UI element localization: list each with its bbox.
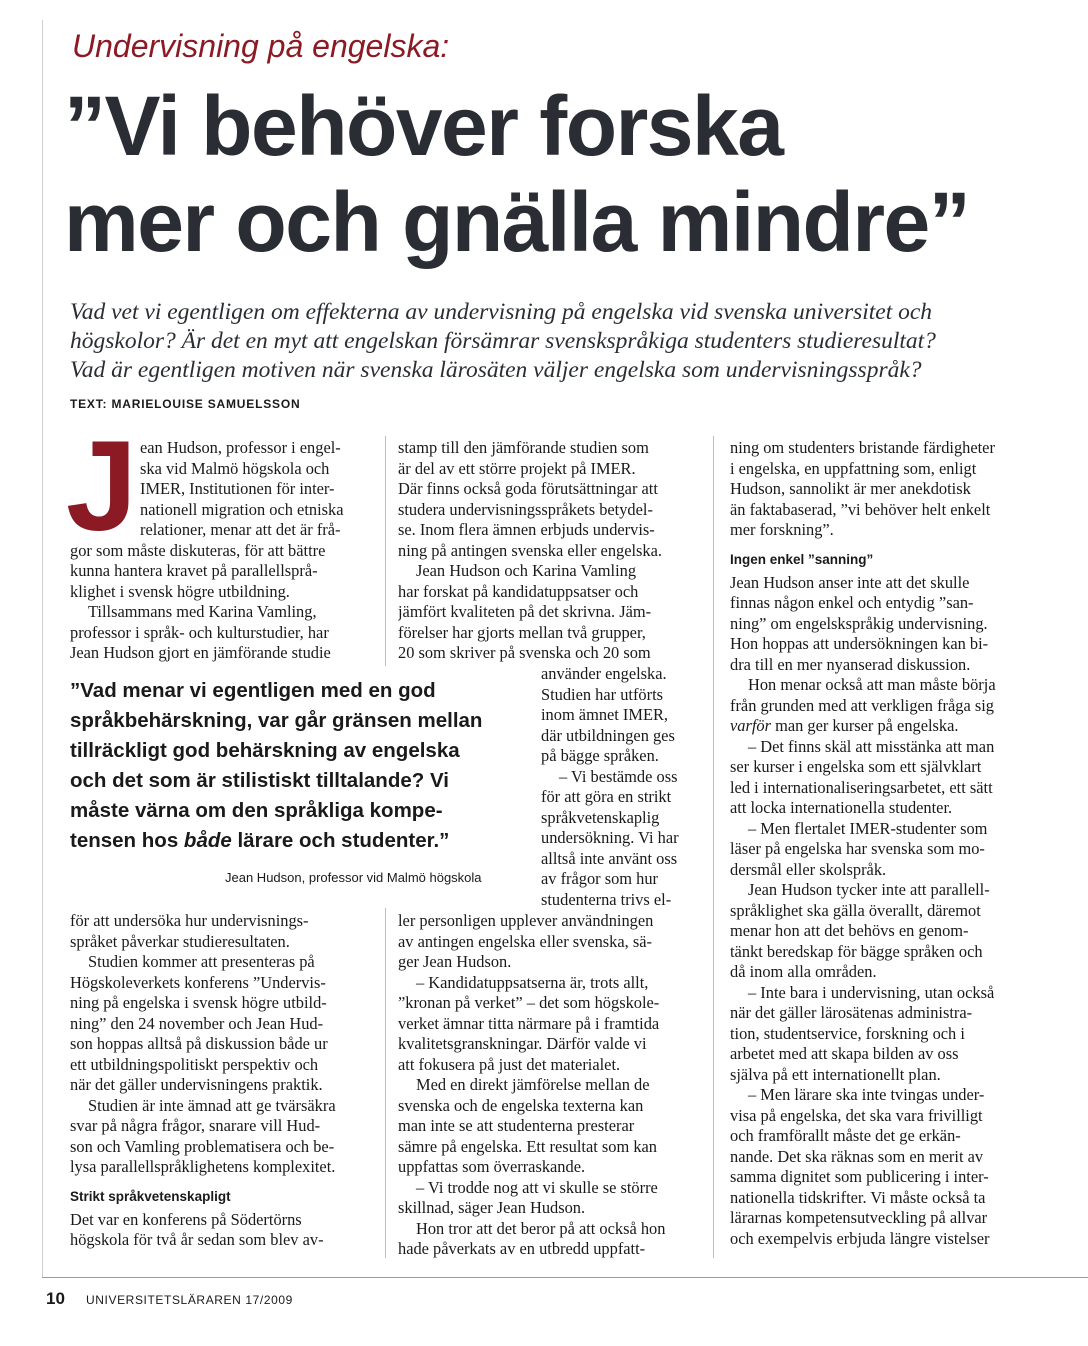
body-line: på bägge språken. <box>541 746 659 765</box>
body-line: 20 som skriver på svenska och 20 som <box>398 643 651 662</box>
body-line: förelser har gjorts mellan två grupper, <box>398 622 646 642</box>
headline-line-1: ”Vi behöver forska <box>64 79 783 173</box>
body-line: ning” om engelskspråkig undervisning. <box>730 613 988 633</box>
pull-quote <box>70 676 535 856</box>
pull-quote-line: och det som är stilistiskt tilltalande? Vi <box>70 769 449 792</box>
body-line: – Men lärare ska inte tvingas under- <box>748 1085 985 1104</box>
body-line: att locka internationella studenter. <box>730 798 953 817</box>
headline-line-2: mer och gnälla mindre” <box>64 175 970 269</box>
pull-quote-attribution: Jean Hudson, professor vid Malmö högskola <box>225 870 482 885</box>
body-line: själva på ett internationellt plan. <box>730 1064 941 1084</box>
body-line: visa på engelska, det ska vara frivilligt <box>730 1105 983 1125</box>
body-line: skillnad, säger Jean Hudson. <box>398 1198 586 1217</box>
body-line: se. Inom flera ämnen erbjuds undervis- <box>398 520 655 539</box>
body-line: led i internationaliseringsarbetet, ett sätt <box>730 777 993 797</box>
body-line: – Vi bestämde oss <box>559 766 678 786</box>
body-line: Jean Hudson och Karina Vamling <box>416 561 637 580</box>
body-line: Där finns också goda förutsättningar att <box>398 479 658 498</box>
column-rule <box>385 436 386 666</box>
body-line: Tillsammans med Karina Vamling, <box>88 602 317 621</box>
column-1-bottom <box>70 911 370 1251</box>
body-line: Det var en konferens på Södertörns <box>70 1209 302 1229</box>
body-line: lärarnas kompetensutveckling på allvar <box>730 1208 988 1227</box>
body-line: för att göra en strikt <box>541 787 672 806</box>
body-line: ning på antingen svenska eller engelska. <box>398 540 662 560</box>
body-line: arbetet med att skapa bilden av oss <box>730 1044 959 1063</box>
body-line: Jean Hudson tycker inte att parallell- <box>748 880 990 899</box>
byline: TEXT: MARIELOUISE SAMUELSSON <box>70 397 301 411</box>
body-line: där utbildningen ges <box>541 725 675 745</box>
body-line: nande. Det ska räknas som en merit av <box>730 1146 984 1166</box>
body-line <box>730 716 1040 737</box>
body-line: Hon hoppas att undersökningen kan bi- <box>730 634 989 653</box>
body-line: Studien kommer att presenteras på <box>88 952 315 971</box>
column-3 <box>730 438 1040 1249</box>
body-line: – Vi trodde nog att vi skulle se större <box>416 1177 658 1197</box>
body-line: har forskat på kandidatuppsatser och <box>398 581 639 601</box>
body-line: alltså inte använt oss <box>541 848 678 868</box>
body-line: son och Vamling problematisera och be- <box>70 1136 335 1156</box>
body-line: Studien har utförts <box>541 684 664 704</box>
body-line: studera undervisningsspråkets betydel- <box>398 499 653 519</box>
body-line: Hon menar också att man måste börja <box>748 675 996 694</box>
body-line: stamp till den jämförande studien som <box>398 438 649 457</box>
body-line: tänkt beredskap för bägge språken och <box>730 941 983 961</box>
body-line: svar på några frågor, snarare vill Hud- <box>70 1116 321 1135</box>
body-line: Hudson, sannolikt är mer anekdotisk <box>730 479 971 498</box>
body-line: IMER, Institutionen för inter- <box>140 479 335 498</box>
column-2-bottom <box>398 911 698 1260</box>
body-line: lysa parallellspråklighetens komplexitet. <box>70 1157 336 1176</box>
body-line: hade påverkats av en utbredd uppfatt- <box>398 1239 646 1258</box>
body-line: studenterna trivs el- <box>541 889 672 909</box>
pull-quote-line: tillräckligt god behärskning av engelska <box>70 739 460 762</box>
body-line: och framförallt måste det ge erkän- <box>730 1126 961 1145</box>
body-line: jämfört kvaliteten på det skrivna. Jäm- <box>398 602 652 621</box>
body-line: nationell migration och etniska <box>140 499 344 519</box>
column-rule <box>385 908 386 1258</box>
publication-name: UNIVERSITETSLÄRAREN 17/2009 <box>86 1293 293 1307</box>
emphasis: varför <box>730 716 771 735</box>
body-line: mer forskning”. <box>730 520 834 539</box>
frame-rule-left <box>42 20 43 1278</box>
body-line: sämre på engelska. Ett resultat som kan <box>398 1136 657 1156</box>
body-line: högskola för två år sedan som blev av- <box>70 1230 324 1249</box>
body-line: undersökning. Vi har <box>541 828 679 847</box>
body-line: använder engelska. <box>541 664 667 683</box>
pull-quote-emphasis: både <box>183 829 232 852</box>
body-line: ger Jean Hudson. <box>398 952 512 971</box>
body-line: ean Hudson, professor i engel- <box>140 438 341 457</box>
body-line: ning” den 24 november och Jean Hud- <box>70 1013 324 1033</box>
ingress-line: högskolor? Är det en myt att engelskan försämrar svenskspråkiga studenters studieresultat? <box>70 328 936 354</box>
body-line: när det gäller lärosätenas administra- <box>730 1003 973 1022</box>
ingress-line: Vad vet vi egentligen om effekterna av undervisning på engelska vid svenska universitet och <box>70 299 933 325</box>
body-line: kvalitetsgranskningar. Därför valde vi <box>398 1034 647 1053</box>
pull-quote-line: språkbehärskning, var går gränsen mellan <box>70 709 483 732</box>
body-line: finnas någon enkel och entydig ”san- <box>730 593 974 612</box>
body-line: av frågor som hur <box>541 869 658 888</box>
body-line: ”kronan på verket” – det som högskole- <box>398 993 660 1012</box>
body-line: ler personligen upplever användningen <box>398 911 654 930</box>
body-line: dersmål eller skolspråk. <box>730 859 887 879</box>
body-line: nationella tidskrifter. Vi måste också ta <box>730 1187 986 1207</box>
body-line: professor i språk- och kulturstudier, har <box>70 622 329 642</box>
frame-rule-bottom <box>42 1277 1088 1278</box>
body-line: kunna hantera kravet på parallellsprå- <box>70 561 318 580</box>
body-line: och exempelvis erbjuda längre vistelser <box>730 1228 990 1248</box>
body-line: menar hon att det behövs en genom- <box>730 921 969 940</box>
body-line: – Det finns skäl att misstänka att man <box>748 736 995 756</box>
body-line: samma dignitet som publicering i inter- <box>730 1167 989 1186</box>
body-line: ett utbildningspolitiskt perspektiv och <box>70 1054 319 1074</box>
body-line: att fokusera på just det materialet. <box>398 1054 621 1074</box>
body-line: – Kandidatuppsatserna är, trots allt, <box>416 972 649 992</box>
body-line: ning om studenters bristande färdigheter <box>730 438 995 457</box>
body-line: läser på engelska har svenska som mo- <box>730 839 985 858</box>
ingress <box>70 298 1080 385</box>
body-line: språkvetenskaplig <box>541 807 660 827</box>
body-line: för att undersöka hur undervisnings- <box>70 911 309 930</box>
subheading: Ingen enkel ”sanning” <box>730 551 874 567</box>
ingress-line: Vad är egentligen motiven när svenska lärosäten väljer engelska som undervisningsspråk? <box>70 357 922 383</box>
body-line: klighet i svensk högre utbildning. <box>70 581 290 601</box>
column-2-top <box>398 438 698 664</box>
body-line: ser kurser i engelska som ett självklart <box>730 757 982 776</box>
body-line: verket ämnar titta närmare på i framtida <box>398 1013 660 1033</box>
pull-quote-line: ”Vad menar vi egentligen med en god <box>70 679 436 702</box>
body-line: – Men flertalet IMER-studenter som <box>748 818 988 838</box>
body-line: Högskoleverkets konferens ”Undervis- <box>70 972 326 992</box>
body-line: relationer, menar att det är frå- <box>140 520 341 539</box>
body-line: är del av ett större projekt på IMER. <box>398 458 636 478</box>
headline <box>64 78 1074 270</box>
body-text: man ger kurser på engelska. <box>770 716 959 735</box>
body-line: ska vid Malmö högskola och <box>140 458 330 478</box>
body-line: uppfattas som överraskande. <box>398 1157 586 1176</box>
body-line: Studien är inte ämnad att ge tvärsäkra <box>88 1095 336 1115</box>
body-line: av antingen engelska eller svenska, sä- <box>398 931 652 951</box>
body-line: än faktabaserad, ”vi behöver helt enkelt <box>730 499 991 519</box>
body-line: språket påverkar studieresultaten. <box>70 931 290 951</box>
pull-quote-last-line <box>70 826 535 856</box>
body-line: Jean Hudson gjort en jämförande studie <box>70 643 331 662</box>
kicker: Undervisning på engelska: <box>72 28 450 64</box>
drop-cap: J <box>66 415 138 558</box>
body-line: i engelska, en uppfattning som, enligt <box>730 458 977 478</box>
body-line: ning på engelska i svensk högre utbild- <box>70 993 327 1012</box>
column-rule <box>713 436 714 1258</box>
pull-quote-segment: tensen hos <box>70 829 184 852</box>
body-line: Med en direkt jämförelse mellan de <box>416 1075 650 1094</box>
body-line: språklighet ska gälla överallt, däremot <box>730 900 981 920</box>
column-1-top <box>70 438 370 664</box>
body-line: Hon tror att det beror på att också hon <box>416 1218 666 1238</box>
pull-quote-line: måste värna om den språkliga kompe- <box>70 799 443 822</box>
body-line: då inom alla områden. <box>730 962 877 981</box>
body-line: inom ämnet IMER, <box>541 705 669 724</box>
page-number: 10 <box>46 1289 65 1308</box>
column-2-narrow <box>541 664 701 910</box>
body-line: Jean Hudson anser inte att det skulle <box>730 572 970 592</box>
body-line: son hoppas alltså på diskussion både ur <box>70 1034 328 1053</box>
body-line: – Inte bara i undervisning, utan också <box>748 982 995 1002</box>
body-line: dra till en mer nyanserad diskussion. <box>730 654 971 674</box>
body-line: svenska och de engelska texterna kan <box>398 1095 644 1115</box>
pull-quote-segment: lärare och studenter.” <box>231 829 450 852</box>
subheading: Strikt språkvetenskapligt <box>70 1188 231 1204</box>
body-line: man inte se att studenterna presterar <box>398 1116 635 1135</box>
body-line: tion, studentservice, forskning och i <box>730 1023 965 1043</box>
body-line: gor som måste diskuteras, för att bättre <box>70 540 326 560</box>
body-line: från grunden med att verkligen fråga sig <box>730 695 994 715</box>
body-line: när det gäller undervisningens praktik. <box>70 1075 323 1094</box>
